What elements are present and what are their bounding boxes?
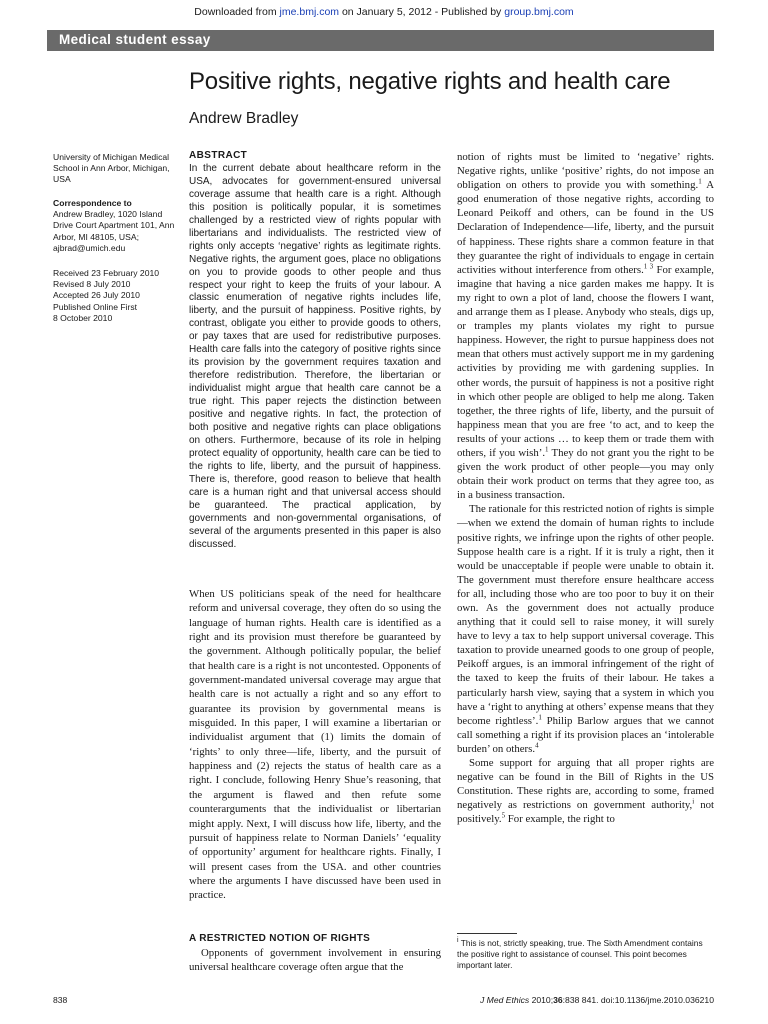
published-date: 8 October 2010 <box>53 312 113 323</box>
download-middle: on January 5, 2012 - Published by <box>339 6 505 18</box>
footnote <box>457 938 714 971</box>
citation-volume: 36 <box>553 995 563 1005</box>
reference-marker[interactable]: 4 <box>535 741 539 750</box>
author-affiliation: University of Michigan Medical School in Ann Arbor, Michigan, USA <box>53 152 170 185</box>
section-start-paragraph: Opponents of government involvement in ensuring universal healthcare coverage often argue that the <box>189 947 441 974</box>
text-run: For example, imagine that having a nice garden makes me happy. It is my right to own a plot of land, choose the flowers I want, and arrange them as I please. Anybody who steals, digs up, or tramples my plants violates my right to pursue happiness. However, the right to pursue happiness does not mean that others must actively support me in my gardening activities by providing me with gardening supplies. In other words, the pursuit of happiness is not a positive right in which other people are obliged to help me along. Taken together, the three rights of life, liberty, and the pursuit of happiness mean that you are free ‘to act, and to keep the results of your actions … to keep them or trade them with others, if you wish’. <box>457 263 715 459</box>
intro-paragraph: When US politicians speak of the need for healthcare reform and universal coverage, they often do so using the language of human rights. Health care is identified as a right and its provision must therefore be guaranteed by the government. Although politically popular, the belief that health care is a right is not uncontested. Opponents of government-mandated universal coverage may argue that health care is not actually a right and so any effort to guarantee its provision by governmental means is misguided. In this paper, I will examine a libertarian or individualist argument that (1) limits the domain of ‘rights’ to only three—life, liberty, and the pursuit of happiness and (2) rejects the status of health care as a right. I conclude, following Henry Shue’s reasoning, that the argument is flawed and then refute some counterarguments that the individualist or libertarian might apply. Next, I will discuss how life, liberty, and the pursuit of happiness relate to Norman Daniels’ ‘equality of opportunity’ argument for healthcare rights. Finally, I will present cases from the USA. and other countries where the arguments I have discussed have been used in practice. <box>189 588 441 902</box>
section-start <box>189 946 441 975</box>
footnote-divider <box>457 933 517 934</box>
body-column-right <box>457 150 714 827</box>
text-run: notion of rights must be limited to ‘negative’ rights. Negative rights, unlike ‘positive’ rights, do not impose an obligation on others to provide you with something. <box>457 151 714 192</box>
reference-marker[interactable]: 5 <box>501 811 506 820</box>
text-run: They do not grant you the right to be given the work product of other people—you may only obtain their work product on terms that they agree too, as in a business transaction. <box>457 446 714 502</box>
section-label: Medical student essay <box>59 32 211 47</box>
body-intro <box>189 587 441 903</box>
text-run: A good enumeration of those negative rights, according to Leonard Peikoff and others, can be found in the US Declaration of Independence—life, liberty, and the pursuit of happiness. These rights share a common feature in that they guarantee the right of individuals to engage in certain activities without interference from others. <box>457 179 714 276</box>
footnote-text: This is not, strictly speaking, true. The Sixth Amendment contains the positive right to assistance of counsel. This point becomes important later. <box>457 938 703 970</box>
journal-name: J Med Ethics <box>480 995 530 1005</box>
col3-paragraph-2 <box>457 502 714 756</box>
download-prefix: Downloaded from <box>194 6 280 18</box>
journal-citation <box>470 995 714 1005</box>
journal-site-link[interactable]: jme.bmj.com <box>279 6 340 18</box>
correspondence-body: Andrew Bradley, 1020 Island Drive Court Apartment 101, Ann Arbor, MI 48105, USA; ajbrad@umich.edu <box>53 209 175 253</box>
published-label: Published Online First <box>53 301 138 312</box>
text-run: not positively. <box>457 799 715 826</box>
abstract-heading: ABSTRACT <box>189 150 248 161</box>
reference-marker[interactable]: 1 <box>545 445 549 454</box>
page-number: 838 <box>53 995 68 1005</box>
citation-year: 2010; <box>529 995 554 1005</box>
article-author: Andrew Bradley <box>189 110 299 127</box>
publisher-link[interactable]: group.bmj.com <box>504 6 574 18</box>
section-heading: A RESTRICTED NOTION OF RIGHTS <box>189 933 371 944</box>
article-dates <box>53 268 178 324</box>
reference-marker[interactable]: 1 <box>698 177 702 186</box>
citation-pages-doi: :838 841. doi:10.1136/jme.2010.036210 <box>562 995 714 1005</box>
abstract <box>189 150 441 552</box>
col3-paragraph-3 <box>457 756 714 826</box>
revised-date: Revised 8 July 2010 <box>53 279 131 290</box>
correspondence-heading: Correspondence to <box>53 198 132 208</box>
section-band <box>47 30 714 51</box>
footnote-marker: i <box>457 937 459 945</box>
col3-paragraph-1 <box>457 150 714 502</box>
accepted-date: Accepted 26 July 2010 <box>53 290 140 301</box>
reference-marker[interactable]: 1 3 <box>643 262 654 271</box>
text-run: Some support for arguing that all proper rights are negative can be found in the Bill of Rights in the US Constitution. These rights are, according to some, framed negatively as restrictions on government authority, <box>457 757 714 812</box>
text-run: For example, the right to <box>505 813 615 826</box>
text-run: The rationale for this restricted notion of rights is simple—when we extend the domain of human rights to include positive rights, we infringe upon the rights of other people. Suppose health care is a right. If it is truly a right, then it would be unacceptable if people were unable to obtain it. The government must therefore ensure healthcare access for all, including those who are too poor to buy it on their own. As the government does not actually produce anything that it could sell to raise money, it will surely have to levy a tax to help support universal coverage. This taxation to provide unearned goods to one group of people, Peikoff argues, is an immoral infringement of the right of the taxed to keep the fruits of their labour. He takes a particularly harsh view, saying that a system in which you have a ‘right to anything at others’ expense means that they become rightless’. <box>457 503 714 727</box>
reference-marker[interactable]: 1 <box>538 713 542 722</box>
text-run: Philip Barlow argues that we cannot call something a right if its provision places an ‘intolerable burden’ on others. <box>457 714 715 755</box>
article-title: Positive rights, negative rights and health care <box>189 68 671 95</box>
footnote-marker[interactable]: i <box>692 797 695 806</box>
download-notice <box>0 6 768 18</box>
abstract-text: In the current debate about healthcare reform in the USA, advocates for government-ensured universal coverage assume that health care is a right. Although this position is politically popular, it is sometimes challenged by a restricted view of rights popular with libertarians and individualists. The restricted view of rights only accepts ‘negative’ rights as legitimate rights. Negative rights, the argument goes, place no obligations on you to provide goods to other people and thus respect your right to keep the fruits of your labour. A classic enumeration of negative rights includes life, liberty, and the pursuit of happiness. Positive rights, by contrast, obligate you either to provide goods to others, or pay taxes that are used for redistributive purposes. Health care falls into the category of positive rights since its provision by the government requires taxation and therefore redistribution. Therefore, the libertarian or individualist might argue that health care cannot be a true right. This paper rejects the distinction between positive and negative rights. In fact, the protection of both positive and negative rights can place obligations on others. Furthermore, because of its role in helping protect equality of opportunity, health care can be tied to the rights to life, liberty, and the pursuit of happiness. There is, therefore, good reason to believe that health care is a human right and that universal access should be guaranteed. The practical application, by governments and non-governmental organisations, of several of the arguments presented in this paper is also discussed. <box>189 162 441 550</box>
correspondence-block <box>53 198 183 254</box>
received-date: Received 23 February 2010 <box>53 268 160 278</box>
